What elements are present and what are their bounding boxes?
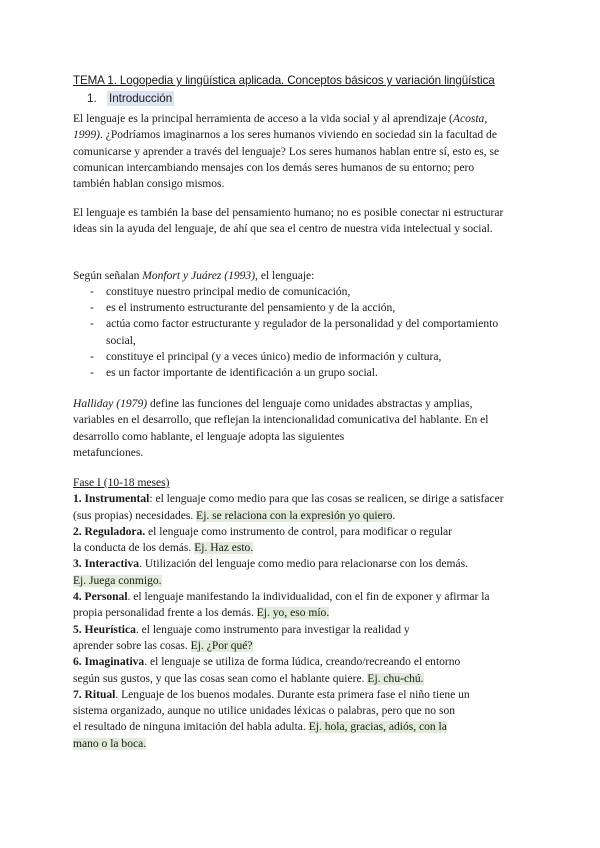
text-line: también hablan consigo mismos.: [73, 178, 225, 191]
function-name: 7. Ritual: [73, 688, 116, 701]
text-line: [73, 736, 504, 752]
list-item: [90, 365, 498, 381]
text-span: . ¿Podríamos imaginarnos a los seres humanos viviendo en sociedad sin la facultad de: [99, 129, 497, 142]
text-span: Según señalan: [73, 270, 143, 282]
text-line: El lenguaje es también la base del pensamiento humano; no es posible conectar ni estructurar: [73, 207, 504, 219]
list-item-text: actúa como factor estructurante y regulador de la personalidad y del comportamiento: [106, 318, 499, 331]
function-ritual: [73, 687, 504, 703]
bullet-dash: -: [90, 286, 94, 298]
citation: 1999): [73, 129, 100, 142]
function-imaginativa: [73, 654, 504, 670]
text-span: , el lenguaje:: [255, 270, 315, 282]
bullet-dash: -: [90, 318, 94, 331]
example-highlight: Ej. Juega conmigo.: [73, 574, 162, 587]
list-item: [90, 316, 498, 348]
text-line: [73, 638, 504, 654]
text-span: el lenguaje como instrumento de control, para modificar o regular: [145, 525, 453, 538]
text-line: metafunciones.: [73, 446, 144, 459]
text-span: define las funciones del lenguaje como unidades abstractas y amplias,: [147, 398, 473, 410]
example-highlight: Ej. yo, eso mío.: [256, 607, 330, 620]
example-highlight: Ej. hola, gracias, adiós, con la: [308, 721, 447, 734]
example-highlight: Ej. se relaciona con la expresión yo quiero: [196, 509, 393, 522]
text-span: el resultado de ninguna imitación del habla adulta.: [73, 721, 309, 734]
function-name: 1. Instrumental: [73, 493, 150, 506]
function-personal: [73, 589, 504, 605]
text-span: (sus propias) necesidades.: [73, 509, 197, 522]
text-span: propia personalidad frente a los demás.: [73, 607, 257, 620]
text-span: : el lenguaje como medio para que las cosas se realicen, se dirige a satisfacer: [149, 493, 504, 506]
text-line: ideas sin la ayuda del lenguaje, de ahí que sea el centro de nuestra vida intelectual y social.: [73, 223, 493, 236]
section-number: 1.: [87, 92, 97, 105]
function-instrumental: [73, 491, 504, 507]
text-span: . el lenguaje manifestando la individualidad, con el fin de exponer y afirmar la: [127, 591, 490, 604]
example-highlight: Ej. chu-chú.: [367, 672, 424, 685]
text-span: . el lenguaje como instrumento para investigar la realidad y: [135, 623, 410, 636]
paragraph-thought: [73, 205, 503, 238]
text-line: [73, 111, 499, 127]
text-span: . Lenguaje de los buenos modales. Durante esta primera fase el niño tiene un: [115, 688, 470, 701]
list-item: [90, 300, 498, 316]
bullet-dash: -: [90, 350, 94, 363]
example-highlight: Ej. Haz esto.: [194, 542, 254, 555]
citation: Monfort y Juárez (1993): [142, 270, 256, 282]
example-highlight: mano o la boca.: [73, 737, 147, 750]
text-line: [73, 540, 504, 556]
list-item-text: constituye nuestro principal medio de comunicación,: [106, 286, 351, 298]
function-name: 4. Personal: [73, 591, 128, 604]
page-title: TEMA 1. Logopedia y lingüística aplicada. Conceptos básicos y variación lingüística: [73, 74, 495, 87]
text-line: desarrollo como hablante, el lenguaje adopta las siguientes: [73, 430, 345, 443]
text-line: [73, 127, 499, 143]
citation: Halliday (1979): [73, 398, 148, 410]
text-line: [73, 268, 314, 284]
section-heading-label: Introducción: [109, 92, 173, 105]
phase-label: Fase I (10-18 meses): [73, 477, 170, 489]
list-item-text: constituye el principal (y a veces único) medio de información y cultura,: [106, 350, 442, 363]
text-span: . Utilización del lenguaje como medio para relacionarse con los demás.: [139, 558, 469, 571]
text-span: la conducta de los demás.: [73, 542, 195, 555]
text-span: . el lenguaje se utiliza de forma lúdica, creando/recreando el entorno: [144, 656, 461, 669]
function-heuristica: [73, 622, 504, 638]
text-line: [73, 396, 489, 412]
text-line: variables en el desarrollo, que reflejan la intencionalidad comunicativa del hablante. En el: [73, 414, 489, 427]
text-line: comunicarse y aprender a través del lenguaje? Los seres humanos hablan entre sí, esto es, se: [73, 145, 500, 158]
bullet-dash: -: [90, 367, 94, 380]
text-span: El lenguaje es la principal herramienta de acceso a la vida social y al aprendizaje (: [73, 113, 453, 125]
text-span: aprender sobre las cosas.: [73, 639, 191, 652]
text-span: .: [392, 509, 396, 522]
paragraph-intro: [73, 111, 499, 192]
paragraph-halliday: [73, 396, 489, 461]
section-heading: [87, 92, 174, 105]
text-span: según sus gustos, y que las cosas sean como el hablante quiere.: [73, 672, 368, 685]
function-name: 3. Interactiva: [73, 558, 140, 571]
paragraph-monfort: [73, 268, 314, 284]
function-name: 2. Reguladora.: [73, 525, 146, 538]
function-name: 6. Imaginativa: [73, 656, 145, 669]
text-line: [73, 508, 504, 524]
example-highlight: Ej. ¿Por qué?: [190, 639, 253, 652]
bullet-list: [90, 284, 498, 381]
bullet-dash: -: [90, 302, 94, 315]
text-line: [73, 719, 504, 735]
list-item-text: social,: [106, 334, 136, 347]
text-line: comunican intercambiando mensajes con los demás seres humanos de su entorno; pero: [73, 161, 475, 174]
list-item: [90, 349, 498, 365]
list-item: [90, 284, 498, 300]
text-line: [73, 573, 504, 589]
list-item-text: es el instrumento estructurante del pensamiento y de la acción,: [106, 302, 396, 315]
list-item-text: es un factor importante de identificación a un grupo social.: [106, 367, 378, 380]
text-line: [73, 671, 504, 687]
citation: Acosta,: [452, 113, 488, 125]
function-interactiva: [73, 556, 504, 572]
function-reguladora: [73, 524, 504, 540]
text-line: [73, 605, 504, 621]
phase-heading: [73, 475, 504, 491]
text-line: sistema organizado, aunque no utilice unidades léxicas o palabras, pero que no son: [73, 705, 456, 718]
functions-section: [73, 475, 504, 752]
function-name: 5. Heurística: [73, 623, 136, 636]
